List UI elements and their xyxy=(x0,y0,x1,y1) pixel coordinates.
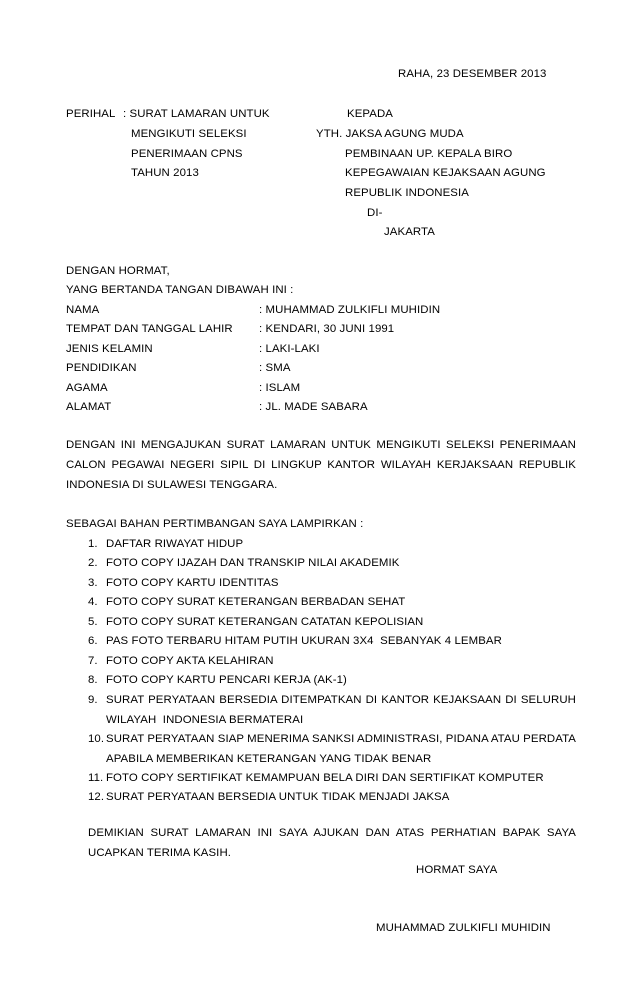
recipient-line-3: KEPEGAWAIAN KEJAKSAAN AGUNG xyxy=(345,167,546,179)
list-number: 2. xyxy=(88,557,98,569)
identity-label-birth: TEMPAT DAN TANGGAL LAHIR xyxy=(66,323,233,335)
intro-text: YANG BERTANDA TANGAN DIBAWAH INI : xyxy=(66,284,294,296)
place-date: RAHA, 23 DESEMBER 2013 xyxy=(398,68,547,80)
list-number: 12. xyxy=(88,791,105,803)
perihal-line-3: PENERIMAAN CPNS xyxy=(131,148,243,160)
statement-line-3: INDONESIA DI SULAWESI TENGGARA. xyxy=(66,479,278,491)
statement-paragraph xyxy=(66,435,576,495)
identity-value-gender: : LAKI-LAKI xyxy=(259,343,320,355)
statement-line-2: CALON PEGAWAI NEGERI SIPIL DI LINGKUP KANTOR WILAYAH KERJAKSAAN REPUBLIK xyxy=(66,459,576,471)
attachments-intro: SEBAGAI BAHAN PERTIMBANGAN SAYA LAMPIRKAN : xyxy=(66,518,364,530)
identity-label-religion: AGAMA xyxy=(66,382,108,394)
list-number: 8. xyxy=(88,674,98,686)
list-number: 9. xyxy=(88,694,98,706)
list-number: 11. xyxy=(88,772,104,784)
recipient-line-4: REPUBLIK INDONESIA xyxy=(345,187,469,199)
list-text xyxy=(106,692,576,728)
identity-value-name: : MUHAMMAD ZULKIFLI MUHIDIN xyxy=(259,304,441,316)
identity-label-education: PENDIDIKAN xyxy=(66,362,137,374)
list-text xyxy=(106,731,576,767)
list-text-line: WILAYAH INDONESIA BERMATERAI xyxy=(106,714,304,726)
recipient-city: JAKARTA xyxy=(384,226,435,238)
closing-line-1: DEMIKIAN SURAT LAMARAN INI SAYA AJUKAN DAN ATAS PERHATIAN BAPAK SAYA xyxy=(88,827,576,839)
list-text: DAFTAR RIWAYAT HIDUP xyxy=(106,538,244,550)
list-text: FOTO COPY SERTIFIKAT KEMAMPUAN BELA DIRI DAN SERTIFIKAT KOMPUTER xyxy=(106,772,544,784)
identity-value-address: : JL. MADE SABARA xyxy=(259,401,368,413)
perihal-line-1: : SURAT LAMARAN UNTUK xyxy=(123,108,270,120)
recipient-kepada: KEPADA xyxy=(347,108,393,120)
identity-value-religion: : ISLAM xyxy=(259,382,301,394)
identity-label-gender: JENIS KELAMIN xyxy=(66,343,153,355)
identity-value-education: : SMA xyxy=(259,362,291,374)
recipient-line-1: YTH. JAKSA AGUNG MUDA xyxy=(316,128,464,140)
list-text-line: APABILA MEMBERIKAN KETERANGAN YANG TIDAK BENAR xyxy=(106,753,432,765)
list-number: 5. xyxy=(88,616,98,628)
list-text: PAS FOTO TERBARU HITAM PUTIH UKURAN 3X4 SEBANYAK 4 LEMBAR xyxy=(106,635,502,647)
list-text: FOTO COPY KARTU PENCARI KERJA (AK-1) xyxy=(106,674,347,686)
perihal-line-2: MENGIKUTI SELEKSI xyxy=(131,128,247,140)
list-number: 6. xyxy=(88,635,98,647)
identity-label-name: NAMA xyxy=(66,304,100,316)
statement-line-1: DENGAN INI MENGAJUKAN SURAT LAMARAN UNTUK MENGIKUTI SELEKSI PENERIMAAN xyxy=(66,439,576,451)
signature-name: MUHAMMAD ZULKIFLI MUHIDIN xyxy=(376,922,551,934)
list-text: FOTO COPY AKTA KELAHIRAN xyxy=(106,655,274,667)
greeting: DENGAN HORMAT, xyxy=(66,265,170,277)
recipient-line-2: PEMBINAAN UP. KEPALA BIRO xyxy=(345,148,513,160)
list-text: FOTO COPY SURAT KETERANGAN CATATAN KEPOLISIAN xyxy=(106,616,424,628)
identity-label-address: ALAMAT xyxy=(66,401,112,413)
list-text: FOTO COPY IJAZAH DAN TRANSKIP NILAI AKADEMIK xyxy=(106,557,400,569)
list-number: 10. xyxy=(88,733,105,745)
list-text-line: SURAT PERYATAAN SIAP MENERIMA SANKSI ADMINISTRASI, PIDANA ATAU PERDATA xyxy=(106,733,576,745)
recipient-di: DI- xyxy=(367,207,383,219)
list-text: SURAT PERYATAAN BERSEDIA UNTUK TIDAK MENJADI JAKSA xyxy=(106,791,450,803)
perihal-label: PERIHAL xyxy=(66,108,116,120)
identity-value-birth: : KENDARI, 30 JUNI 1991 xyxy=(259,323,395,335)
list-number: 7. xyxy=(88,655,98,667)
sign-off: HORMAT SAYA xyxy=(416,864,498,876)
perihal-line-4: TAHUN 2013 xyxy=(131,167,199,179)
list-text: FOTO COPY SURAT KETERANGAN BERBADAN SEHAT xyxy=(106,596,406,608)
closing-paragraph xyxy=(88,823,576,863)
list-number: 3. xyxy=(88,577,98,589)
list-text-line: SURAT PERYATAAN BERSEDIA DITEMPATKAN DI KANTOR KEJAKSAAN DI SELURUH xyxy=(106,694,576,706)
list-text: FOTO COPY KARTU IDENTITAS xyxy=(106,577,279,589)
closing-line-2: UCAPKAN TERIMA KASIH. xyxy=(88,847,232,859)
list-number: 1. xyxy=(88,538,98,550)
list-number: 4. xyxy=(88,596,98,608)
